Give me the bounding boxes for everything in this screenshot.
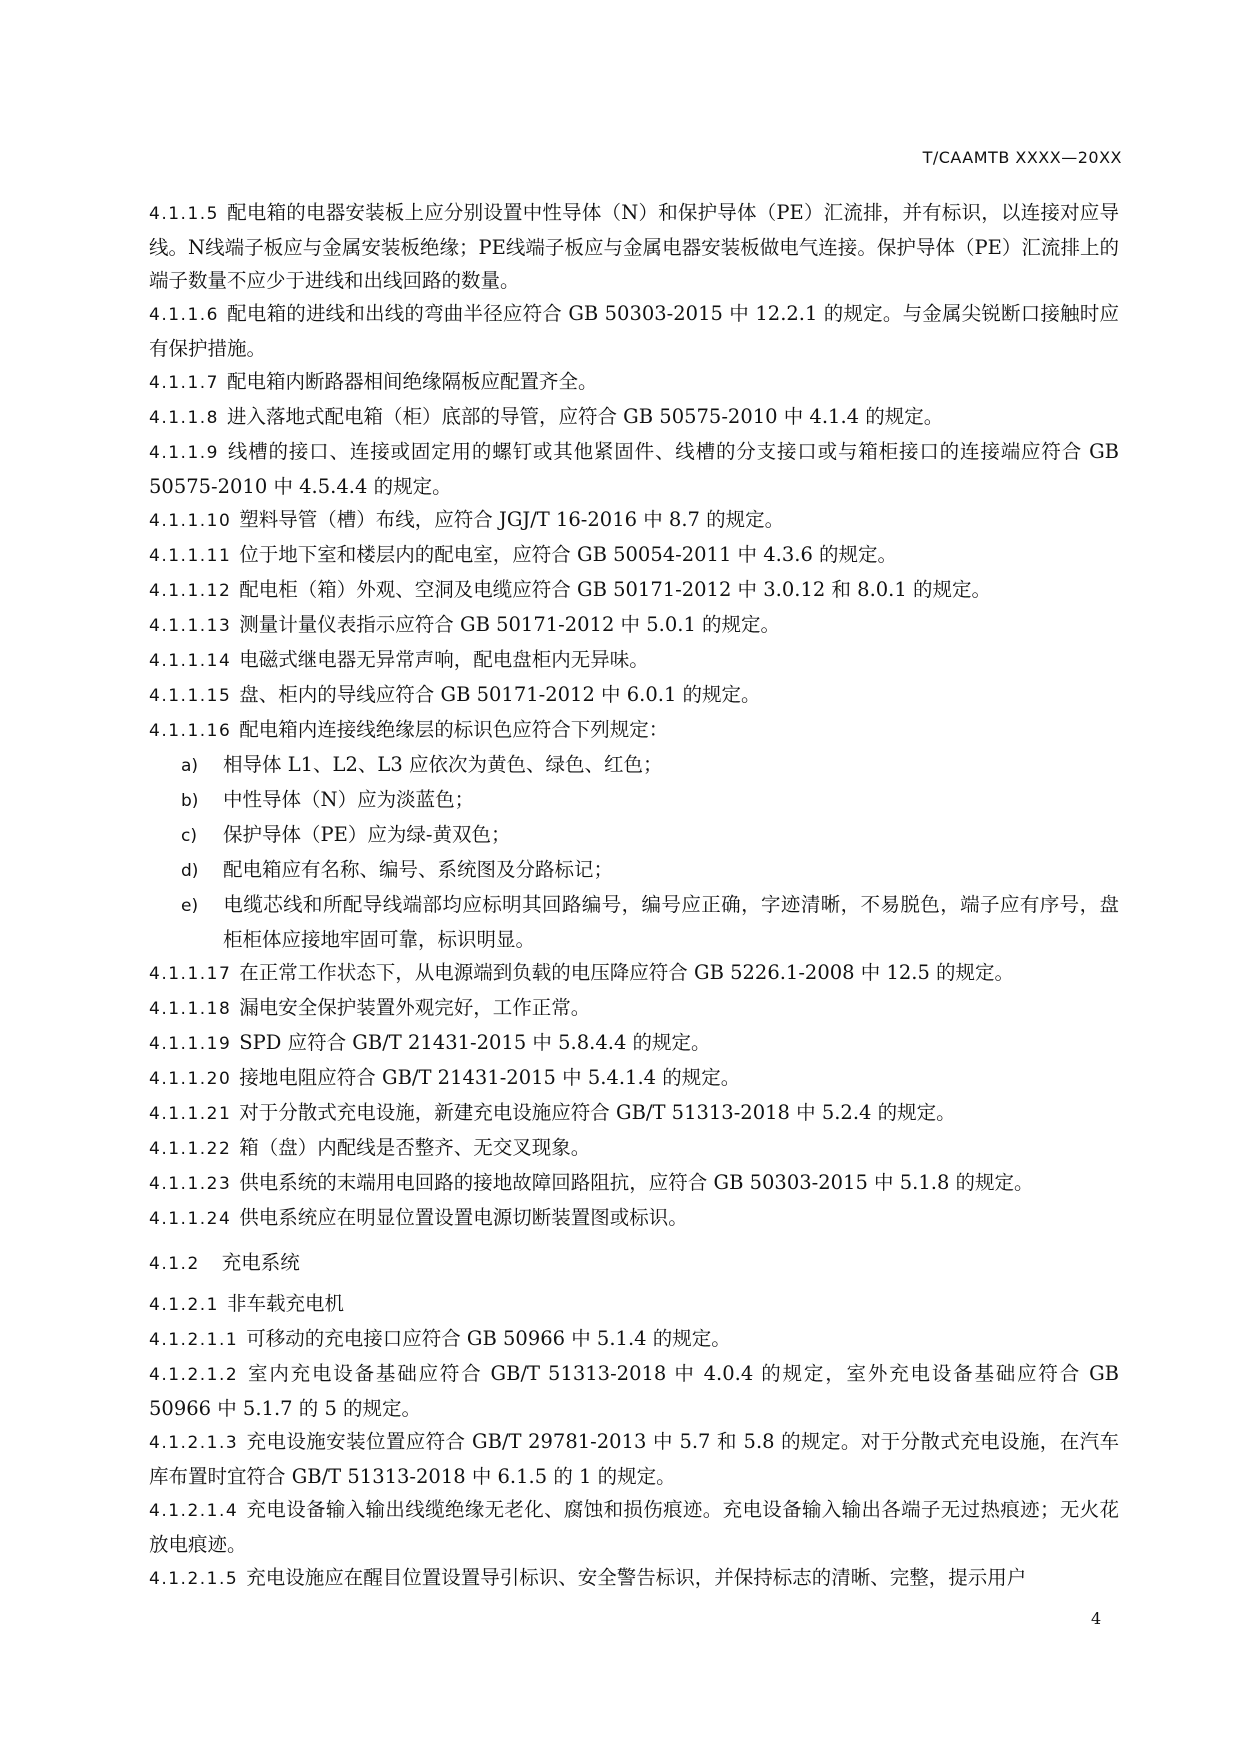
clause-text: 室内充电设备基础应符合 GB/T 51313-2018 中 4.0.4 的规定，室外充电设备基础应符合 GB 50966 中 5.1.7 的 5 的规定。 (149, 1362, 1119, 1420)
clause-number: 4.1.1.11 (149, 546, 232, 566)
clause-text: 漏电安全保护装置外观完好，工作正常。 (239, 996, 591, 1019)
clause-number: 4.1.1.19 (149, 1034, 232, 1054)
clause-number: 4.1.1.24 (149, 1209, 232, 1229)
clause-text: 配电箱的进线和出线的弯曲半径应符合 GB 50303-2015 中 12.2.1 的规定。与金属尖锐断口接触时应有保护措施。 (149, 302, 1119, 360)
clause-text: 接地电阻应符合 GB/T 21431-2015 中 5.4.1.4 的规定。 (239, 1066, 741, 1089)
clause-number: 4.1.1.16 (149, 721, 232, 741)
clause-number: 4.1.2.1.4 (149, 1501, 239, 1521)
list-item-letter: d) (181, 861, 199, 881)
clause-text: 充电设备输入输出线缆绝缘无老化、腐蚀和损伤痕迹。充电设备输入输出各端子无过热痕迹；无火花放电痕迹。 (149, 1498, 1119, 1556)
clause (149, 713, 1119, 748)
list-item (149, 748, 1119, 783)
clause-number: 4.1.1.15 (149, 686, 232, 706)
document-body (149, 196, 1119, 1596)
clause-text: 配电柜（箱）外观、空洞及电缆应符合 GB 50171-2012 中 3.0.12 和 8.0.1 的规定。 (239, 578, 991, 601)
clause (149, 297, 1119, 365)
page-number: 4 (1091, 1609, 1102, 1628)
list-item-letter: e) (181, 896, 199, 916)
clause-text: 箱（盘）内配线是否整齐、无交叉现象。 (239, 1136, 591, 1159)
clause (149, 1201, 1119, 1236)
clause (149, 196, 1119, 297)
clause (149, 503, 1119, 538)
clause-text: 测量计量仪表指示应符合 GB 50171-2012 中 5.0.1 的规定。 (239, 613, 781, 636)
clause-text: 线槽的接口、连接或固定用的螺钉或其他紧固件、线槽的分支接口或与箱柜接口的连接端应符合 GB 50575-2010 中 4.5.4.4 的规定。 (149, 440, 1119, 498)
clause (149, 1322, 1119, 1357)
clause (149, 991, 1119, 1026)
clause-number: 4.1.1.22 (149, 1139, 232, 1159)
clause-text: 盘、柜内的导线应符合 GB 50171-2012 中 6.0.1 的规定。 (239, 683, 761, 706)
clause-number: 4.1.1.23 (149, 1174, 232, 1194)
clause-number: 4.1.2.1.1 (149, 1330, 239, 1350)
list-item-text: 电缆芯线和所配导线端部均应标明其回路编号，编号应正确，字迹清晰，不易脱色，端子应有序号，盘柜柜体应接地牢固可靠，标识明显。 (223, 893, 1119, 951)
list-item-letter: b) (181, 791, 199, 811)
clause (149, 435, 1119, 503)
clause-text: 配电箱内断路器相间绝缘隔板应配置齐全。 (226, 370, 598, 393)
list-item-text: 中性导体（N）应为淡蓝色； (223, 788, 475, 811)
clause (149, 365, 1119, 400)
clause-text: 充电设施应在醒目位置设置导引标识、安全警告标识，并保持标志的清晰、完整，提示用户 (246, 1566, 1027, 1589)
clause (149, 1026, 1119, 1061)
clause-number: 4.1.1.21 (149, 1104, 232, 1124)
clause-number: 4.1.1.7 (149, 373, 219, 393)
clause (149, 643, 1119, 678)
clause-text: 供电系统应在明显位置设置电源切断装置图或标识。 (239, 1206, 688, 1229)
clause-number: 4.1.1.5 (149, 204, 219, 224)
list-item-text: 相导体 L1、L2、L3 应依次为黄色、绿色、红色； (223, 753, 663, 776)
clause-text: 配电箱的电器安装板上应分别设置中性导体（N）和保护导体（PE）汇流排，并有标识，以连接对应导线。N线端子板应与金属安装板绝缘；PE线端子板应与金属电器安装板做电气连接。保护导体（PE）汇流排上的端子数量不应少于进线和出线回路的数量。 (149, 201, 1119, 292)
clause-text: 位于地下室和楼层内的配电室，应符合 GB 50054-2011 中 4.3.6 的规定。 (239, 543, 898, 566)
document-code-header: T/CAAMTB XXXX—20XX (922, 148, 1122, 167)
clause (149, 1357, 1119, 1425)
clause-text: 塑料导管（槽）布线，应符合 JGJ/T 16-2016 中 8.7 的规定。 (239, 508, 785, 531)
clause-number: 4.1.1.8 (149, 408, 219, 428)
clause (149, 1131, 1119, 1166)
section-title: 充电系统 (221, 1251, 300, 1274)
section-heading (149, 1246, 1119, 1281)
clause-number: 4.1.1.18 (149, 999, 232, 1019)
list-item (149, 818, 1119, 853)
clause-number: 4.1.1.17 (149, 964, 232, 984)
clause-text: 进入落地式配电箱（柜）底部的导管，应符合 GB 50575-2010 中 4.1.4 的规定。 (226, 405, 944, 428)
clause-number: 4.1.1.10 (149, 511, 232, 531)
clause (149, 1096, 1119, 1131)
list-item (149, 783, 1119, 818)
clause-number: 4.1.1.6 (149, 305, 219, 325)
clause-text: 供电系统的末端用电回路的接地故障回路阻抗，应符合 GB 50303-2015 中 5.1.8 的规定。 (239, 1171, 1034, 1194)
clause-text: 配电箱内连接线绝缘层的标识色应符合下列规定： (239, 718, 669, 741)
clause (149, 573, 1119, 608)
subsection-heading (149, 1287, 1119, 1322)
clause (149, 956, 1119, 991)
clause (149, 1561, 1119, 1596)
list-item-letter: a) (181, 756, 199, 776)
clause (149, 1166, 1119, 1201)
clause-number: 4.1.1.14 (149, 651, 232, 671)
clause-number: 4.1.1.20 (149, 1069, 232, 1089)
clause-number: 4.1.2.1.5 (149, 1569, 239, 1589)
section-number: 4.1.2 (149, 1254, 200, 1274)
clause (149, 678, 1119, 713)
clause (149, 538, 1119, 573)
clause-number: 4.1.1.9 (149, 443, 219, 463)
clause-number: 4.1.2.1.3 (149, 1433, 239, 1453)
clause-number: 4.1.2.1.2 (149, 1365, 239, 1385)
clause-text: 可移动的充电接口应符合 GB 50966 中 5.1.4 的规定。 (246, 1327, 731, 1350)
clause-text: 充电设施安装位置应符合 GB/T 29781-2013 中 5.7 和 5.8 的规定。对于分散式充电设施，在汽车库布置时宜符合 GB/T 51313-2018 中 6.1.5 的 1 的规定。 (149, 1430, 1119, 1488)
clause (149, 608, 1119, 643)
clause-number: 4.1.1.12 (149, 581, 232, 601)
clause-text: 在正常工作状态下，从电源端到负载的电压降应符合 GB 5226.1-2008 中 12.5 的规定。 (239, 961, 1015, 984)
subsection-number: 4.1.2.1 (149, 1295, 219, 1315)
clause (149, 1493, 1119, 1561)
list-item-letter: c) (181, 826, 197, 846)
clause-text: 电磁式继电器无异常声响，配电盘柜内无异味。 (239, 648, 649, 671)
clause (149, 1425, 1119, 1493)
clause (149, 1061, 1119, 1096)
list-item-text: 保护导体（PE）应为绿-黄双色； (223, 823, 511, 846)
list-item-text: 配电箱应有名称、编号、系统图及分路标记； (223, 858, 614, 881)
list-item (149, 853, 1119, 888)
subsection-title: 非车载充电机 (226, 1292, 344, 1315)
clause (149, 400, 1119, 435)
list-item (149, 888, 1119, 956)
clause-number: 4.1.1.13 (149, 616, 232, 636)
clause-text: SPD 应符合 GB/T 21431-2015 中 5.8.4.4 的规定。 (239, 1031, 711, 1054)
clause-text: 对于分散式充电设施，新建充电设施应符合 GB/T 51313-2018 中 5.2.4 的规定。 (239, 1101, 956, 1124)
